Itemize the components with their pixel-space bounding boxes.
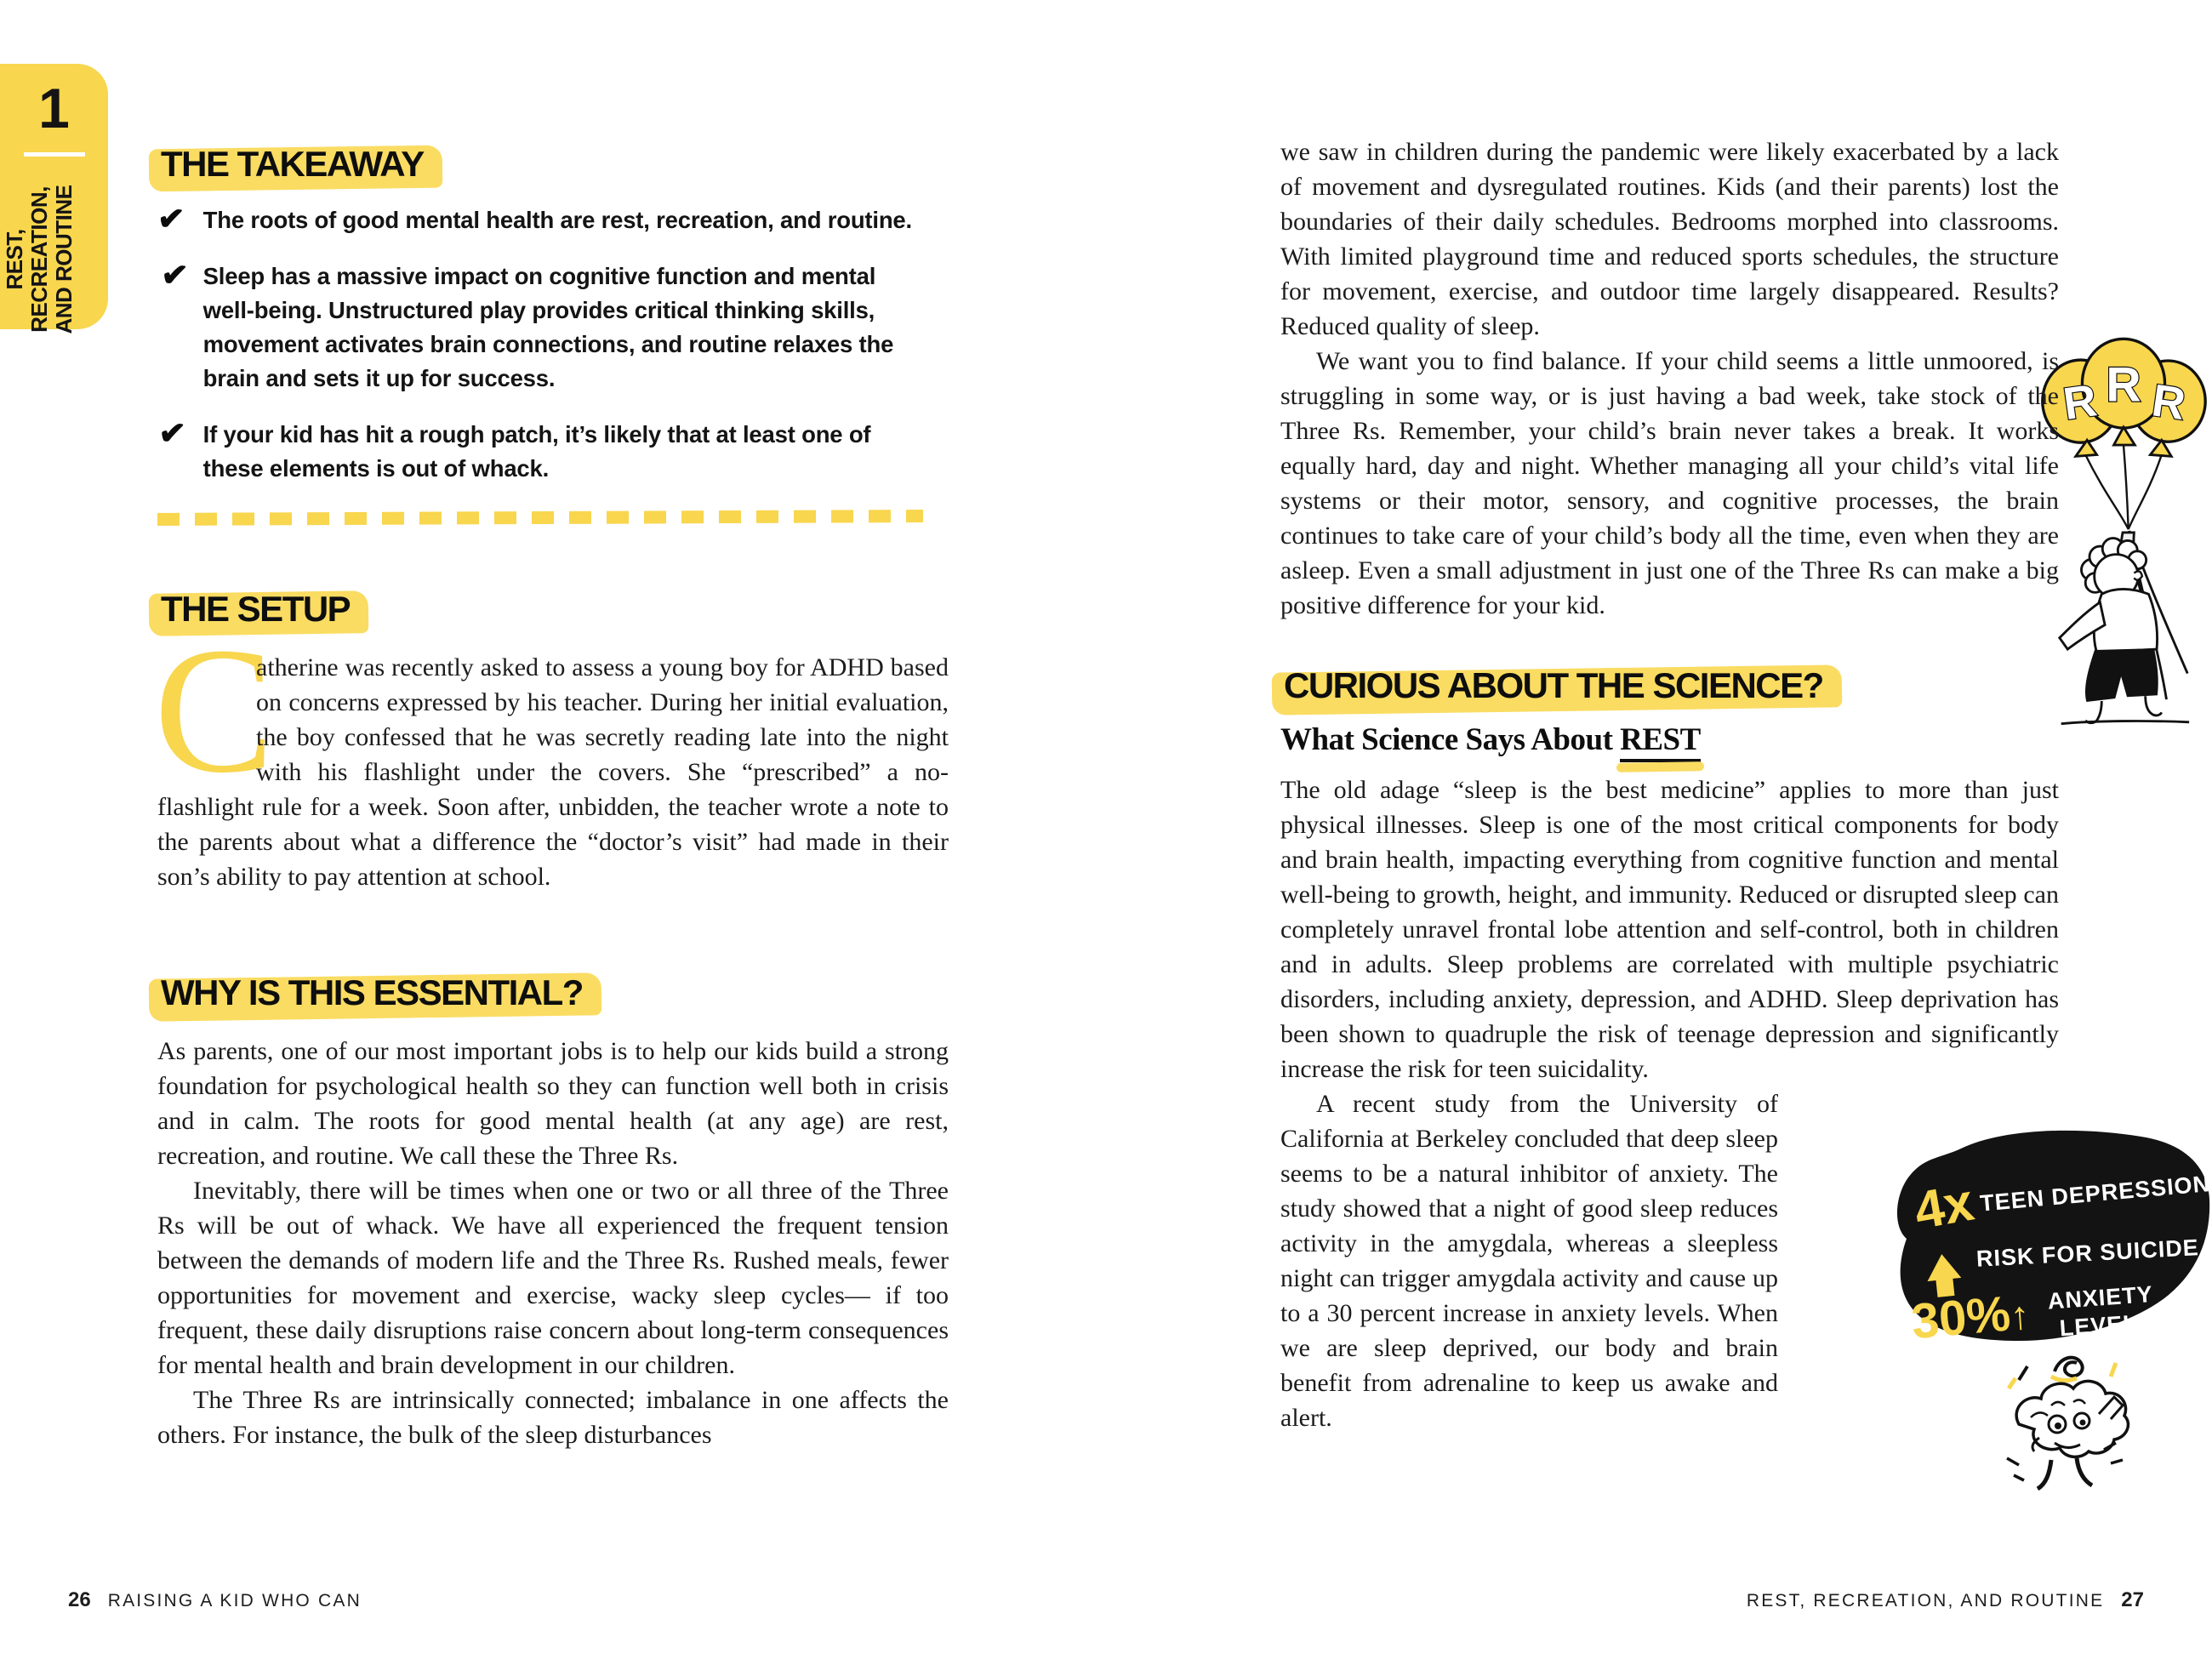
chapter-number: 1 (38, 77, 70, 140)
takeaway-section (157, 140, 949, 524)
stat-value-4x: 4x (1910, 1172, 1978, 1241)
continuation-paragraph: we saw in children during the pandemic were likely exacerbated by a lack of movement and dysregulated routines. Kids (and their parents) lost the boundaries of their daily schedules. Bedrooms morphed into classrooms. With limited playground time and reduced sports schedules, the structure for movement, exercise, and outdoor time largely disappeared. Results? Reduced quality of sleep. (1280, 138, 2059, 340)
chapter-tab-label-line2: AND ROUTINE (51, 185, 77, 334)
setup-heading: THE SETUP (157, 585, 356, 631)
checkmark-icon: ✔ (156, 200, 186, 239)
stat-label-anxiety: ANXIETY (2046, 1281, 2154, 1314)
why-paragraph-1: As parents, one of our most important jobs is to help our kids build a strong foundation for psychological health so they can function well both in crisis and in calm. The roots for good mental health (at any age) are rest, recreation, and routine. We call these the Three Rs. (157, 1037, 949, 1170)
balloon-letter: R (2106, 357, 2141, 413)
science-paragraph-1: The old adage “sleep is the best medicine” applies to more than just physical illnesses. Sleep is one of the most critical components for body and brain health, impacting everything from cognitive function and mental well-being to growth, height, and immunity. Reduced or disrupted sleep can completely unravel frontal lobe attention and self-control, both in children and in adults. Sleep problems are correlated with multiple psychiatric disorders, including anxiety, depression, and ADHD. Sleep deprivation has been shown to quadruple the risk of teenage depression and significantly increase the risk for teen suicidality. (1280, 776, 2059, 1083)
science-subheading-keyword: REST (1620, 721, 1701, 762)
chapter-tab-label-line1: REST, RECREATION, (2, 186, 53, 333)
science-paragraph-2-text: A recent study from the University of California at Berkeley concluded that deep sleep seems to be a natural inhibitor of anxiety. The study showed that a night of good sleep reduces activity in the amygdala, whereas a sleepless night can trigger amygdala activity and cause up to a 30 percent increase in anxiety levels. When we are sleep deprived, our body and brain benefit from adrenaline to keep us awake and alert. (1280, 1090, 1778, 1432)
balloon-person-svg (2038, 323, 2209, 738)
balloon-letter: R (2060, 375, 2101, 430)
why-paragraph-3: The Three Rs are intrinsically connected; imbalance in one affects the others. For instance, the bulk of the sleep disturbances (157, 1386, 949, 1449)
checkmark-icon: ✔ (159, 257, 190, 295)
balance-paragraph: We want you to find balance. If your child seems a little unmoored, is struggling in some way, or is just having a bad week, take stock of the Three Rs. Remember, your child’s brain never takes a break. It works equally hard, day and night. Whether managing all your child’s vital life systems or their motor, sensory, and cognitive processes, the brain continues to take care of your child’s body all the time, even when they are asleep. Even a small adjustment in just one of the Three Rs can make a big positive difference for your kid. (1280, 347, 2059, 619)
chapter-tab-label (3, 166, 105, 353)
why-section (157, 969, 949, 1452)
setup-paragraph (154, 610, 949, 894)
list-item (157, 414, 915, 486)
page-number: 26 (68, 1588, 91, 1611)
science-subheading-prefix: What Science Says About (1280, 722, 1621, 757)
dashed-divider (157, 510, 923, 526)
takeaway-checklist (156, 200, 949, 486)
science-subheading (1280, 721, 2059, 762)
chapter-tab-rule (24, 152, 85, 157)
stat-value-30pct: 30% (1909, 1286, 2013, 1350)
page-number: 27 (2121, 1588, 2144, 1611)
science-section (1280, 662, 2212, 1435)
stats-brain-svg (1799, 1125, 2212, 1492)
stat-label-teen-depression: TEEN DEPRESSION (1979, 1171, 2212, 1217)
why-paragraph-2: Inevitably, there will be times when one or two or all three of the Three Rs will be out of whack. We have all experienced the frequent tension between the demands of modern life and the Three Rs. Rushed meals, fewer opportunities for movement and exercise, wacky sleep cycles— if too frequent, these daily disruptions raise concern about long-term consequences for mental health and brain development in our children. (157, 1177, 949, 1379)
science-heading: CURIOUS ABOUT THE SCIENCE? (1280, 662, 1830, 708)
stat-label-risk-suicide: RISK FOR SUICIDE (1975, 1234, 2200, 1272)
footer-right (1747, 1588, 2144, 1612)
takeaway-item-text: Sleep has a massive impact on cognitive function and mental well-being. Unstructured play provides critical thinking skills, movement activates brain connections, and routine relaxes the brain and sets it up for success. (202, 263, 894, 391)
left-column (154, 140, 949, 1452)
chapter-tab (0, 64, 108, 334)
right-column (1280, 134, 2212, 1497)
takeaway-item-text: The roots of good mental health are rest, recreation, and routine. (202, 207, 912, 233)
why-heading: WHY IS THIS ESSENTIAL? (157, 969, 590, 1015)
setup-text: atherine was recently asked to assess a young boy for ADHD based on concerns expressed by his teacher. During her initial evaluation, the boy confessed that he was secretly reading late into the night with his flashlight under the covers. She “prescribed” a no-flashlight rule for a week. Soon after, unbidden, the teacher wrote a note to the parents about what a difference the “doctor’s visit” had made in their son’s ability to pay attention at school. (157, 653, 949, 891)
checkmark-icon: ✔ (157, 414, 187, 453)
drop-cap: C (154, 610, 275, 810)
up-arrow-icon: ↑ (2008, 1292, 2032, 1338)
book-title: RAISING A KID WHO CAN (107, 1591, 362, 1611)
science-paragraph-2 (1280, 1086, 2212, 1435)
takeaway-item-text: If your kid has hit a rough patch, it’s likely that at least one of these elements is out of whack. (202, 421, 871, 482)
list-item (156, 200, 915, 239)
balloon-letter: R (2148, 375, 2189, 430)
setup-section (154, 585, 949, 894)
list-item (157, 259, 915, 396)
page-right (1106, 0, 2212, 1659)
stats-brain-illustration (1799, 1125, 2212, 1492)
balloon-person-illustration (2038, 323, 2209, 738)
stat-label-levels: LEVELS (2058, 1308, 2155, 1342)
chapter-title: REST, RECREATION, AND ROUTINE (1746, 1591, 2105, 1611)
takeaway-heading: THE TAKEAWAY (157, 140, 430, 186)
footer-left (68, 1588, 362, 1612)
